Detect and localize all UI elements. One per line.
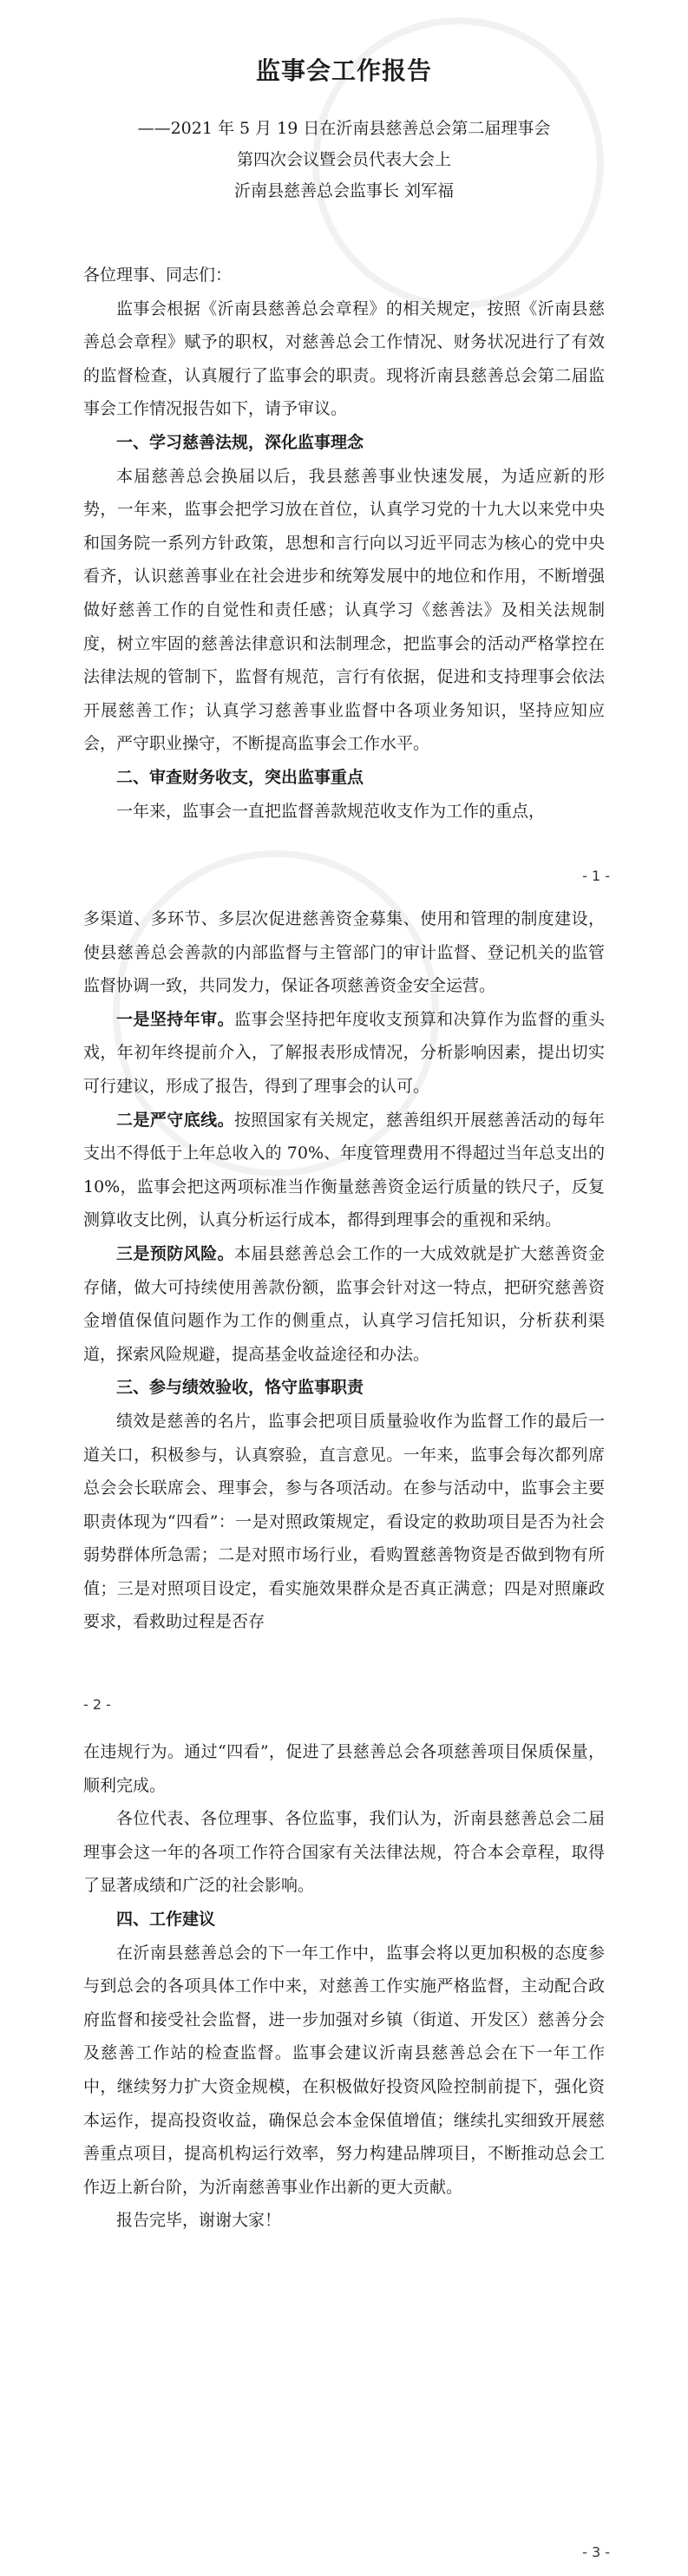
page-number-2: - 2 - bbox=[83, 1696, 111, 1713]
point-2-lead: 二是严守底线。 bbox=[116, 1110, 234, 1130]
subtitle-line-3: 沂南县慈善总会监事长 刘军福 bbox=[233, 181, 455, 200]
closing-line: 报告完毕，谢谢大家！ bbox=[116, 2211, 282, 2231]
subtitle-line-1: ——2021 年 5 月 19 日在沂南县慈善总会第二届理事会 bbox=[137, 119, 551, 138]
section-1-body: 本届慈善总会换届以后，我县慈善事业快速发展，为适应新的形势，一年来，监事会把学习放在首位，认真学习党的十九大以来党中央和国务院一系列方针政策，思想和言行向以习近平同志为核心的党中央看齐，认识慈善事业在社会进步和统筹发展中的地位和作用，不断增强做好慈善工作的自觉性和责任感；认真学习《慈善法》及相关法规制度，树立牢固的慈善法律意识和法制理念，把监事会的活动严格掌控在法律法规的管制下，监督有规范，言行有依据，促进和支持理事会依法开展慈善工作；认真学习慈善事业监督中各项业务知识，坚持应知应会，严守职业操守，不断提高监事会工作水平。 bbox=[83, 466, 605, 754]
section-3-body-part-3: 各位代表、各位理事、各位监事，我们认为，沂南县慈善总会二届理事会这一年的各项工作符合国家有关法律法规，符合本会章程，取得了显著成绩和广泛的社会影响。 bbox=[83, 1809, 605, 1896]
point-3-body: 本届县慈善总会工作的一大成效就是扩大慈善资金存储，做大可持续使用善款份额，监事会针对这一特点，把研究慈善资金增值保值问题作为工作的侧重点，认真学习信托知识，分析获利渠道，探索风险规避，提高基金收益途径和办法。 bbox=[83, 1243, 605, 1364]
point-1 bbox=[83, 1003, 605, 1104]
section-2-heading: 二、审查财务收支，突出监事重点 bbox=[116, 767, 364, 787]
point-3-lead: 三是预防风险。 bbox=[116, 1243, 234, 1263]
page-number-1: - 1 - bbox=[582, 868, 610, 884]
section-4-heading: 四、工作建议 bbox=[116, 1909, 216, 1929]
page-1 bbox=[83, 0, 605, 828]
section-3-body-part-1: 绩效是慈善的名片，监事会把项目质量验收作为监督工作的最后一道关口，积极参与，认真察验，直言意见。一年来，监事会每次都列席总会会长联席会、理事会，参与各项活动。在参与活动中，监事会主要职责体现为“四看”：一是对照政策规定，看设定的救助项目是否为社会弱势群体所急需；二是对照市场行业，看购置慈善物资是否做到物有所值；三是对照项目设定，看实施效果群众是否真正满意；四是对照廉政要求，看救助过程是否存 bbox=[83, 1411, 605, 1632]
point-2-body: 按照国家有关规定，慈善组织开展慈善活动的每年支出不得低于上年总收入的 70%、年度管理费用不得超过当年总支出的 10%，监事会把这两项标准当作衡量慈善资金运行质量的铁尺子，反复测算收支比例，认真分析运行成本，都得到理事会的重视和采纳。 bbox=[83, 1110, 605, 1230]
point-1-body: 监事会坚持把年度收支预算和决算作为监督的重头戏，年初年终提前介入，了解报表形成情况，分析影响因素，提出切实可行建议，形成了报告，得到了理事会的认可。 bbox=[83, 1009, 605, 1096]
section-3-body-part-2: 在违规行为。通过“四看”，促进了县慈善总会各项慈善项目保质保量，顺利完成。 bbox=[83, 1742, 605, 1795]
section-2-body-part-1: 一年来，监事会一直把监督善款规范收支作为工作的重点， bbox=[116, 801, 546, 821]
point-1-lead: 一是坚持年审。 bbox=[116, 1009, 234, 1029]
point-2 bbox=[83, 1104, 605, 1237]
section-4-body: 在沂南县慈善总会的下一年工作中，监事会将以更加积极的态度参与到总会的各项具体工作中来，对慈善工作实施严格监督，主动配合政府监督和接受社会监督，进一步加强对乡镇（街道、开发区）慈善分会及慈善工作站的检查监督。监事会建议沂南县慈善总会在下一年工作中，继续努力扩大资金规模，在积极做好投资风险控制前提下，强化资本运作，提高投资收益，确保总会本金保值增值；继续扎实细致开展慈善重点项目，提高机构运行效率，努力构建品牌项目，不断推动总会工作迈上新台阶，为沂南慈善事业作出新的更大贡献。 bbox=[83, 1943, 605, 2197]
intro-paragraph: 监事会根据《沂南县慈善总会章程》的相关规定，按照《沂南县慈善总会章程》赋予的职权，对慈善总会工作情况、财务状况进行了有效的监督检查，认真履行了监事会的职责。现将沂南县慈善总会第二届监事会工作情况报告如下，请予审议。 bbox=[83, 298, 605, 419]
section-3-heading: 三、参与绩效验收，恪守监事职责 bbox=[116, 1378, 364, 1398]
section-2-body-part-2: 多渠道、多环节、多层次促进慈善资金募集、使用和管理的制度建设，使县慈善总会善款的内部监督与主管部门的审计监督、登记机关的监管监督协调一致，共同发力，保证各项慈善资金安全运营。 bbox=[83, 909, 605, 996]
page-3 bbox=[83, 1735, 605, 2238]
subtitle-line-2: 第四次会议暨会员代表大会上 bbox=[236, 150, 451, 169]
document-title: 监事会工作报告 bbox=[255, 56, 432, 85]
page-2 bbox=[83, 902, 605, 1639]
section-1-heading: 一、学习慈善法规，深化监事理念 bbox=[116, 432, 364, 452]
page-number-3: - 3 - bbox=[582, 2544, 610, 2560]
point-3 bbox=[83, 1237, 605, 1371]
salutation: 各位理事、同志们： bbox=[83, 265, 233, 285]
